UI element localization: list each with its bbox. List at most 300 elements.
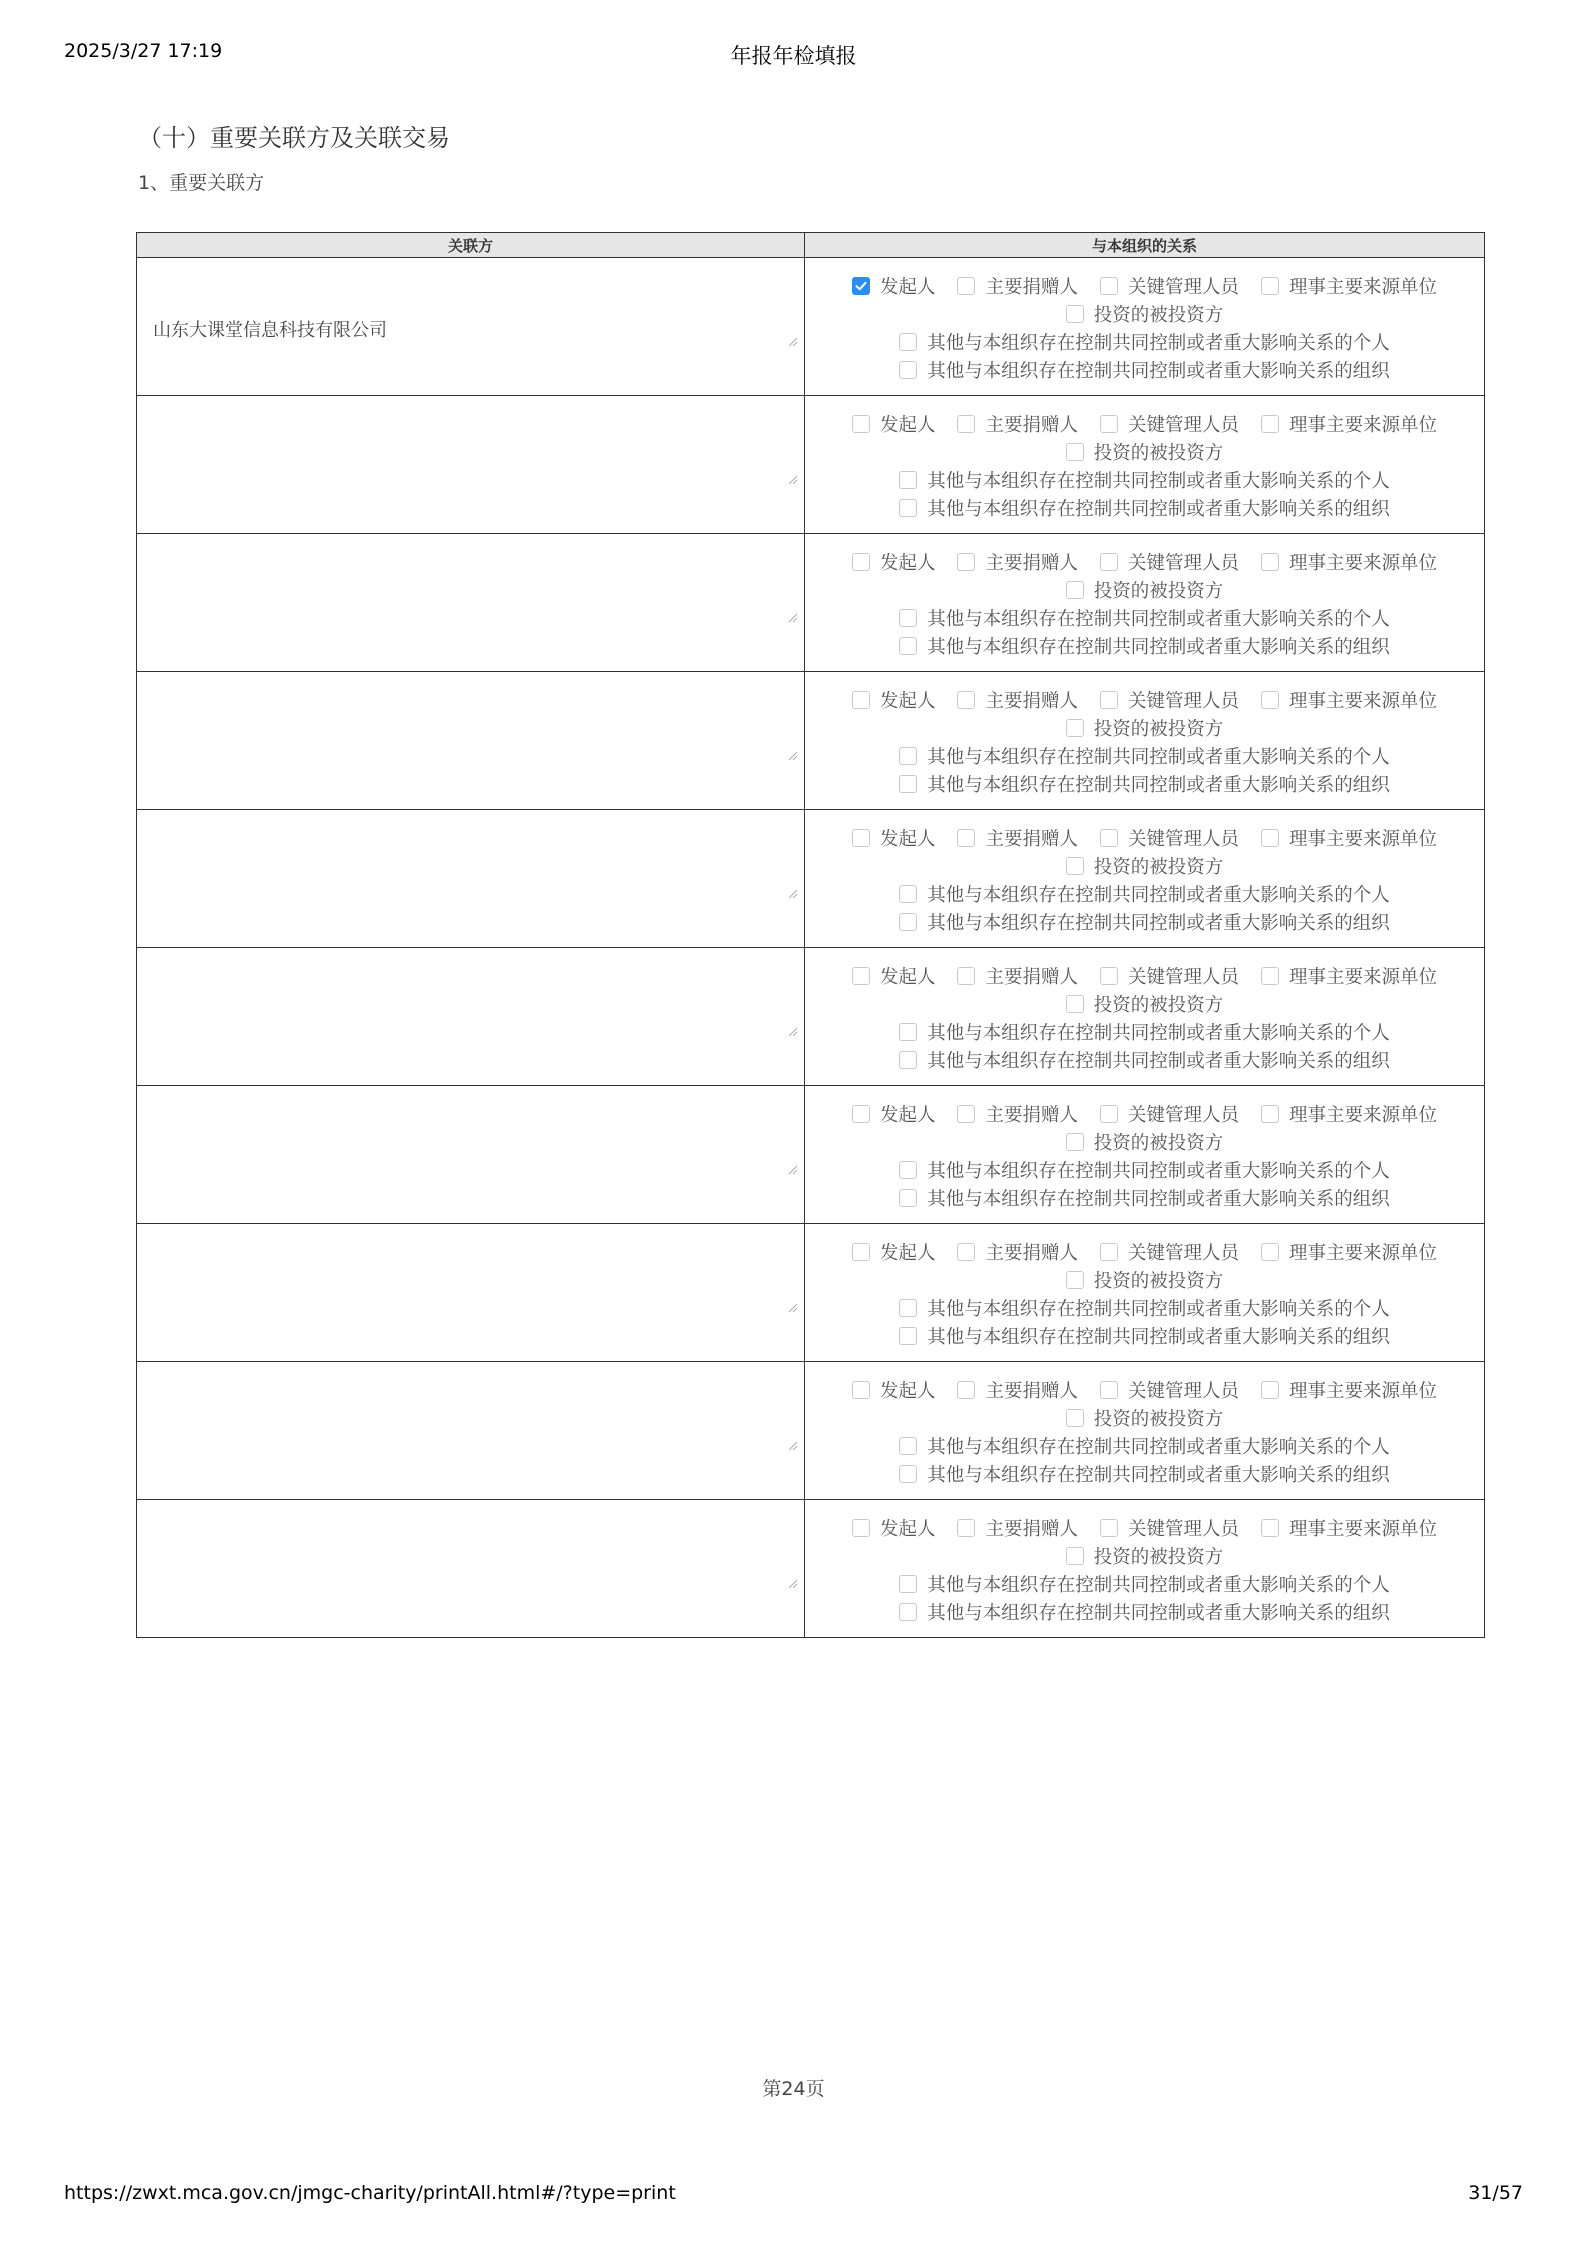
checkbox-line	[1055, 1404, 1235, 1432]
relationship-option[interactable]	[957, 1101, 1078, 1127]
relationship-option[interactable]	[899, 1047, 1390, 1073]
relationship-option[interactable]	[957, 825, 1078, 851]
checkbox[interactable]	[957, 1243, 975, 1261]
party-cell	[137, 1224, 805, 1362]
relationship-option[interactable]	[1066, 301, 1224, 327]
party-cell	[137, 672, 805, 810]
relationship-option[interactable]	[1100, 1515, 1239, 1541]
relationship-option[interactable]	[1066, 715, 1224, 741]
relationship-option-label: 其他与本组织存在控制共同控制或者重大影响关系的组织	[927, 499, 1390, 520]
relationship-cell	[805, 1362, 1485, 1500]
relationship-option-label: 主要捐赠人	[985, 1519, 1078, 1540]
checkbox[interactable]	[1100, 277, 1118, 295]
checkbox-line	[888, 328, 1401, 356]
relationship-option[interactable]	[852, 1515, 936, 1541]
relationship-option[interactable]	[957, 411, 1078, 437]
checkbox-line	[888, 604, 1401, 632]
checkbox[interactable]	[957, 553, 975, 571]
column-header-party: 关联方	[137, 233, 805, 258]
checkbox[interactable]	[1100, 829, 1118, 847]
checkbox[interactable]	[1066, 1271, 1084, 1289]
relationship-option-label: 投资的被投资方	[1093, 995, 1224, 1016]
checkbox[interactable]	[899, 1023, 917, 1041]
checkbox-line	[841, 548, 1448, 576]
table-row	[137, 1224, 1485, 1362]
checkbox[interactable]	[852, 1105, 870, 1123]
resize-grip-icon[interactable]	[788, 889, 798, 899]
relationship-option[interactable]	[957, 273, 1078, 299]
relationship-option[interactable]	[957, 963, 1078, 989]
resize-grip-icon[interactable]	[788, 1165, 798, 1175]
checkbox-line	[888, 908, 1401, 936]
relationship-cell	[805, 258, 1485, 396]
relationship-option-label: 发起人	[879, 1519, 936, 1540]
checkbox[interactable]	[1261, 1519, 1279, 1537]
relationship-option[interactable]	[899, 1157, 1390, 1183]
checkbox-line	[841, 1514, 1448, 1542]
party-name-textarea[interactable]	[137, 810, 804, 947]
relationship-option-label: 投资的被投资方	[1093, 719, 1224, 740]
checkbox[interactable]	[1261, 1243, 1279, 1261]
checkbox[interactable]	[1261, 1381, 1279, 1399]
checkbox[interactable]	[1066, 305, 1084, 323]
relationship-option[interactable]	[899, 1571, 1390, 1597]
relationship-option[interactable]	[1100, 411, 1239, 437]
checkbox[interactable]	[1261, 691, 1279, 709]
relationship-option[interactable]	[957, 687, 1078, 713]
relationship-option-label: 其他与本组织存在控制共同控制或者重大影响关系的组织	[927, 637, 1390, 658]
checkbox[interactable]	[899, 747, 917, 765]
table-row	[137, 672, 1485, 810]
relationship-option[interactable]	[899, 357, 1390, 383]
relationship-option[interactable]	[1261, 1377, 1437, 1403]
footer-url: https://zwxt.mca.gov.cn/jmgc-charity/printAll.html#/?type=print	[64, 2182, 676, 2204]
relationship-option-label: 主要捐赠人	[985, 967, 1078, 988]
relationship-option-label: 投资的被投资方	[1093, 1271, 1224, 1292]
relationship-option-label: 其他与本组织存在控制共同控制或者重大影响关系的组织	[927, 1189, 1390, 1210]
relationship-option[interactable]	[1100, 963, 1239, 989]
checkbox[interactable]	[1066, 581, 1084, 599]
checkbox[interactable]	[1100, 1519, 1118, 1537]
checkbox-line	[888, 1294, 1401, 1322]
relationship-option[interactable]	[852, 273, 936, 299]
relationship-option-label: 主要捐赠人	[985, 553, 1078, 574]
relationship-option[interactable]	[899, 1461, 1390, 1487]
checkbox-line	[1055, 300, 1235, 328]
relationship-option-label: 发起人	[879, 1105, 936, 1126]
checkbox[interactable]	[899, 913, 917, 931]
relationship-option[interactable]	[852, 411, 936, 437]
party-cell	[137, 534, 805, 672]
checkbox[interactable]	[957, 829, 975, 847]
relationship-option-label: 发起人	[879, 691, 936, 712]
checkbox-line	[841, 272, 1448, 300]
relationship-option[interactable]	[1261, 1239, 1437, 1265]
relationship-option-label: 其他与本组织存在控制共同控制或者重大影响关系的个人	[927, 1023, 1390, 1044]
table-row	[137, 1500, 1485, 1638]
relationship-option[interactable]	[1100, 273, 1239, 299]
relationship-option-label: 发起人	[879, 967, 936, 988]
checkbox[interactable]	[1261, 553, 1279, 571]
relationship-option[interactable]	[899, 1323, 1390, 1349]
relationship-option[interactable]	[957, 549, 1078, 575]
relationship-option-label: 其他与本组织存在控制共同控制或者重大影响关系的组织	[927, 775, 1390, 796]
checkbox[interactable]	[957, 691, 975, 709]
relationship-option[interactable]	[957, 1377, 1078, 1403]
checkbox[interactable]	[899, 1189, 917, 1207]
party-cell	[137, 258, 805, 396]
relationship-option[interactable]	[1100, 825, 1239, 851]
table-row	[137, 948, 1485, 1086]
relationship-option[interactable]	[899, 329, 1390, 355]
checkbox[interactable]	[957, 1519, 975, 1537]
relationship-option[interactable]	[1100, 687, 1239, 713]
checkbox[interactable]	[899, 1575, 917, 1593]
checkbox[interactable]	[899, 1051, 917, 1069]
relationship-option[interactable]	[899, 1019, 1390, 1045]
checkbox[interactable]	[899, 1327, 917, 1345]
checkbox-line	[1055, 1128, 1235, 1156]
resize-grip-icon[interactable]	[788, 751, 798, 761]
relationship-option[interactable]	[1261, 687, 1437, 713]
print-page-title: 年报年检填报	[730, 44, 857, 68]
resize-grip-icon[interactable]	[788, 613, 798, 623]
relationship-cell	[805, 1224, 1485, 1362]
party-cell	[137, 1500, 805, 1638]
checkbox-line	[888, 742, 1401, 770]
checkbox-line	[841, 686, 1448, 714]
relationship-option-label: 关键管理人员	[1128, 277, 1240, 298]
checkbox[interactable]	[899, 637, 917, 655]
checkbox[interactable]	[1100, 1105, 1118, 1123]
relationship-cell	[805, 1500, 1485, 1638]
relationship-option[interactable]	[1066, 853, 1224, 879]
party-cell	[137, 396, 805, 534]
relationship-option-label: 发起人	[879, 829, 936, 850]
relationship-option-label: 投资的被投资方	[1093, 1133, 1224, 1154]
relationship-option-label: 理事主要来源单位	[1289, 1381, 1438, 1402]
relationship-option[interactable]	[899, 771, 1390, 797]
relationship-option-label: 发起人	[879, 415, 936, 436]
relationship-option[interactable]	[852, 825, 936, 851]
checkbox[interactable]	[852, 967, 870, 985]
footer-page-count: 31/57	[1468, 2182, 1523, 2204]
party-name-textarea[interactable]	[137, 672, 804, 809]
relationship-option-label: 关键管理人员	[1128, 1381, 1240, 1402]
checkbox[interactable]	[899, 471, 917, 489]
checkbox-line	[888, 880, 1401, 908]
checkbox[interactable]	[1066, 1409, 1084, 1427]
checkbox-line	[841, 962, 1448, 990]
relationship-option[interactable]	[899, 1185, 1390, 1211]
relationship-option[interactable]	[1066, 1405, 1224, 1431]
relationship-option[interactable]	[1261, 549, 1437, 575]
relationship-option[interactable]	[1261, 1515, 1437, 1541]
relationship-option[interactable]	[852, 687, 936, 713]
relationship-option-label: 理事主要来源单位	[1289, 1519, 1438, 1540]
checkbox-line	[888, 1046, 1401, 1074]
checkbox[interactable]	[899, 1161, 917, 1179]
checkbox-line	[888, 1598, 1401, 1626]
relationship-option-label: 理事主要来源单位	[1289, 1243, 1438, 1264]
relationship-option[interactable]	[899, 467, 1390, 493]
relationship-option-label: 主要捐赠人	[985, 829, 1078, 850]
checkbox[interactable]	[1066, 443, 1084, 461]
table-row	[137, 1086, 1485, 1224]
relationship-cell	[805, 948, 1485, 1086]
party-name-text: 山东大课堂信息科技有限公司	[153, 320, 387, 341]
checkbox-line	[841, 1238, 1448, 1266]
checkbox[interactable]	[852, 1243, 870, 1261]
checkbox-line	[1055, 852, 1235, 880]
relationship-option-label: 其他与本组织存在控制共同控制或者重大影响关系的个人	[927, 333, 1390, 354]
relationship-option-label: 主要捐赠人	[985, 1381, 1078, 1402]
resize-grip-icon[interactable]	[788, 337, 798, 347]
checkbox[interactable]	[899, 609, 917, 627]
relationship-option-label: 其他与本组织存在控制共同控制或者重大影响关系的个人	[927, 1299, 1390, 1320]
relationship-option[interactable]	[1261, 963, 1437, 989]
relationship-option-label: 关键管理人员	[1128, 553, 1240, 574]
checkbox-line	[888, 356, 1401, 384]
checkbox[interactable]	[899, 885, 917, 903]
resize-grip-icon[interactable]	[788, 1027, 798, 1037]
checkbox-line	[841, 410, 1448, 438]
table-row	[137, 258, 1485, 396]
related-party-table	[136, 232, 1485, 1638]
party-name-textarea[interactable]	[137, 948, 804, 1085]
relationship-option-label: 投资的被投资方	[1093, 857, 1224, 878]
relationship-option-label: 理事主要来源单位	[1289, 829, 1438, 850]
relationship-option[interactable]	[899, 633, 1390, 659]
checkbox-line	[841, 1376, 1448, 1404]
relationship-option-label: 投资的被投资方	[1093, 1547, 1224, 1568]
checkbox-line	[841, 824, 1448, 852]
relationship-option[interactable]	[957, 1515, 1078, 1541]
checkbox[interactable]	[1100, 691, 1118, 709]
party-name-textarea[interactable]	[137, 396, 804, 533]
party-cell	[137, 1362, 805, 1500]
checkbox[interactable]	[899, 1465, 917, 1483]
checkbox-line	[1055, 576, 1235, 604]
relationship-cell	[805, 396, 1485, 534]
relationship-option[interactable]	[1261, 1101, 1437, 1127]
checkbox[interactable]	[1261, 415, 1279, 433]
party-name-textarea[interactable]	[137, 534, 804, 671]
resize-grip-icon[interactable]	[788, 475, 798, 485]
relationship-option[interactable]	[899, 605, 1390, 631]
relationship-option-label: 关键管理人员	[1128, 1105, 1240, 1126]
relationship-option[interactable]	[899, 743, 1390, 769]
checkbox-line	[888, 1018, 1401, 1046]
checkbox-line	[1055, 1266, 1235, 1294]
relationship-option[interactable]	[1066, 577, 1224, 603]
checkbox-line	[1055, 990, 1235, 1018]
party-name-textarea[interactable]	[137, 1500, 804, 1637]
relationship-option-label: 理事主要来源单位	[1289, 967, 1438, 988]
relationship-option[interactable]	[899, 1599, 1390, 1625]
checkbox-line	[1055, 438, 1235, 466]
relationship-option[interactable]	[1261, 411, 1437, 437]
relationship-option-label: 投资的被投资方	[1093, 305, 1224, 326]
relationship-option[interactable]	[899, 1295, 1390, 1321]
checkbox-line	[888, 1432, 1401, 1460]
checkmark-icon	[854, 279, 868, 293]
relationship-option[interactable]	[1100, 549, 1239, 575]
checkbox-line	[888, 466, 1401, 494]
relationship-option-label: 其他与本组织存在控制共同控制或者重大影响关系的个人	[927, 1161, 1390, 1182]
relationship-option[interactable]	[852, 1239, 936, 1265]
relationship-option-label: 关键管理人员	[1128, 691, 1240, 712]
checkbox[interactable]	[899, 1603, 917, 1621]
resize-grip-icon[interactable]	[788, 1441, 798, 1451]
relationship-option[interactable]	[1100, 1101, 1239, 1127]
party-name-textarea[interactable]	[137, 1224, 804, 1361]
checkbox-line	[888, 770, 1401, 798]
checkbox[interactable]	[899, 1437, 917, 1455]
checkbox[interactable]	[957, 277, 975, 295]
relationship-option-label: 关键管理人员	[1128, 415, 1240, 436]
relationship-option-label: 其他与本组织存在控制共同控制或者重大影响关系的组织	[927, 913, 1390, 934]
relationship-option[interactable]	[1066, 1543, 1224, 1569]
relationship-option[interactable]	[899, 881, 1390, 907]
relationship-option[interactable]	[1066, 1129, 1224, 1155]
relationship-option-label: 其他与本组织存在控制共同控制或者重大影响关系的个人	[927, 609, 1390, 630]
checkbox[interactable]	[1100, 415, 1118, 433]
relationship-option-label: 发起人	[879, 1381, 936, 1402]
section-title: （十）重要关联方及关联交易	[138, 124, 450, 152]
checkbox[interactable]	[1100, 1243, 1118, 1261]
relationship-option[interactable]	[852, 1377, 936, 1403]
table-header-row	[137, 233, 1485, 258]
checkbox[interactable]	[1066, 995, 1084, 1013]
checkbox[interactable]	[899, 333, 917, 351]
relationship-option-label: 其他与本组织存在控制共同控制或者重大影响关系的个人	[927, 471, 1390, 492]
party-name-textarea[interactable]	[137, 258, 804, 395]
relationship-option[interactable]	[1100, 1377, 1239, 1403]
checkbox[interactable]	[1100, 967, 1118, 985]
relationship-option-label: 其他与本组织存在控制共同控制或者重大影响关系的组织	[927, 1465, 1390, 1486]
relationship-option[interactable]	[852, 549, 936, 575]
relationship-option-label: 其他与本组织存在控制共同控制或者重大影响关系的组织	[927, 1603, 1390, 1624]
checkbox[interactable]	[1261, 1105, 1279, 1123]
checkbox[interactable]	[852, 415, 870, 433]
checkbox[interactable]	[1066, 1133, 1084, 1151]
relationship-option-label: 发起人	[879, 277, 936, 298]
table-row	[137, 396, 1485, 534]
relationship-option[interactable]	[957, 1239, 1078, 1265]
checkbox[interactable]	[957, 1381, 975, 1399]
relationship-option[interactable]	[899, 1433, 1390, 1459]
relationship-option-label: 关键管理人员	[1128, 1243, 1240, 1264]
column-header-relationship: 与本组织的关系	[805, 233, 1485, 258]
checkbox[interactable]	[899, 1299, 917, 1317]
checkbox[interactable]	[1066, 1547, 1084, 1565]
relationship-option-label: 主要捐赠人	[985, 277, 1078, 298]
checkbox[interactable]	[1261, 967, 1279, 985]
checkbox[interactable]	[899, 361, 917, 379]
relationship-option-label: 其他与本组织存在控制共同控制或者重大影响关系的个人	[927, 747, 1390, 768]
checkbox[interactable]	[899, 775, 917, 793]
relationship-option-label: 投资的被投资方	[1093, 1409, 1224, 1430]
checkbox[interactable]	[852, 553, 870, 571]
checkbox[interactable]	[1066, 857, 1084, 875]
relationship-option[interactable]	[852, 963, 936, 989]
checkbox[interactable]	[852, 1381, 870, 1399]
relationship-option[interactable]	[1100, 1239, 1239, 1265]
checkbox[interactable]	[1066, 719, 1084, 737]
checkbox-line	[841, 1100, 1448, 1128]
relationship-option-label: 理事主要来源单位	[1289, 553, 1438, 574]
relationship-option-label: 其他与本组织存在控制共同控制或者重大影响关系的个人	[927, 885, 1390, 906]
checkbox-line	[888, 1156, 1401, 1184]
checkbox[interactable]	[1100, 553, 1118, 571]
relationship-option-label: 其他与本组织存在控制共同控制或者重大影响关系的组织	[927, 1327, 1390, 1348]
table-row	[137, 534, 1485, 672]
party-name-textarea[interactable]	[137, 1362, 804, 1499]
party-cell	[137, 948, 805, 1086]
checkbox[interactable]	[852, 829, 870, 847]
checkbox[interactable]	[852, 691, 870, 709]
relationship-option[interactable]	[1261, 273, 1437, 299]
relationship-option[interactable]	[852, 1101, 936, 1127]
checkbox[interactable]	[899, 499, 917, 517]
relationship-option-label: 其他与本组织存在控制共同控制或者重大影响关系的组织	[927, 361, 1390, 382]
relationship-option-label: 理事主要来源单位	[1289, 1105, 1438, 1126]
relationship-option-label: 关键管理人员	[1128, 1519, 1240, 1540]
page-number: 第24页	[762, 2078, 825, 2100]
relationship-option-label: 主要捐赠人	[985, 415, 1078, 436]
relationship-option-label: 理事主要来源单位	[1289, 415, 1438, 436]
checkbox[interactable]	[1261, 829, 1279, 847]
relationship-cell	[805, 1086, 1485, 1224]
relationship-option-label: 投资的被投资方	[1093, 581, 1224, 602]
relationship-option-label: 其他与本组织存在控制共同控制或者重大影响关系的个人	[927, 1575, 1390, 1596]
party-cell	[137, 810, 805, 948]
relationship-option[interactable]	[899, 495, 1390, 521]
subsection-title: 1、重要关联方	[138, 172, 265, 194]
table-row	[137, 1362, 1485, 1500]
relationship-option[interactable]	[1066, 991, 1224, 1017]
relationship-option-label: 主要捐赠人	[985, 1243, 1078, 1264]
relationship-option[interactable]	[1066, 439, 1224, 465]
checkbox[interactable]	[1100, 1381, 1118, 1399]
relationship-option[interactable]	[1066, 1267, 1224, 1293]
checkbox[interactable]	[957, 415, 975, 433]
relationship-option-label: 投资的被投资方	[1093, 443, 1224, 464]
relationship-option-label: 主要捐赠人	[985, 691, 1078, 712]
relationship-cell	[805, 672, 1485, 810]
party-cell	[137, 1086, 805, 1224]
relationship-option-label: 发起人	[879, 1243, 936, 1264]
checkbox[interactable]	[1261, 277, 1279, 295]
checkbox[interactable]	[957, 1105, 975, 1123]
relationship-option-label: 关键管理人员	[1128, 829, 1240, 850]
relationship-option-label: 其他与本组织存在控制共同控制或者重大影响关系的个人	[927, 1437, 1390, 1458]
checkbox[interactable]	[957, 967, 975, 985]
relationship-option-label: 理事主要来源单位	[1289, 691, 1438, 712]
resize-grip-icon[interactable]	[788, 1579, 798, 1589]
relationship-option[interactable]	[1261, 825, 1437, 851]
resize-grip-icon[interactable]	[788, 1303, 798, 1313]
relationship-option-label: 理事主要来源单位	[1289, 277, 1438, 298]
relationship-cell	[805, 534, 1485, 672]
checkbox-line	[888, 632, 1401, 660]
table-row	[137, 810, 1485, 948]
relationship-option[interactable]	[899, 909, 1390, 935]
party-name-textarea[interactable]	[137, 1086, 804, 1223]
checkbox[interactable]	[852, 1519, 870, 1537]
checkbox-checked[interactable]	[852, 277, 870, 295]
